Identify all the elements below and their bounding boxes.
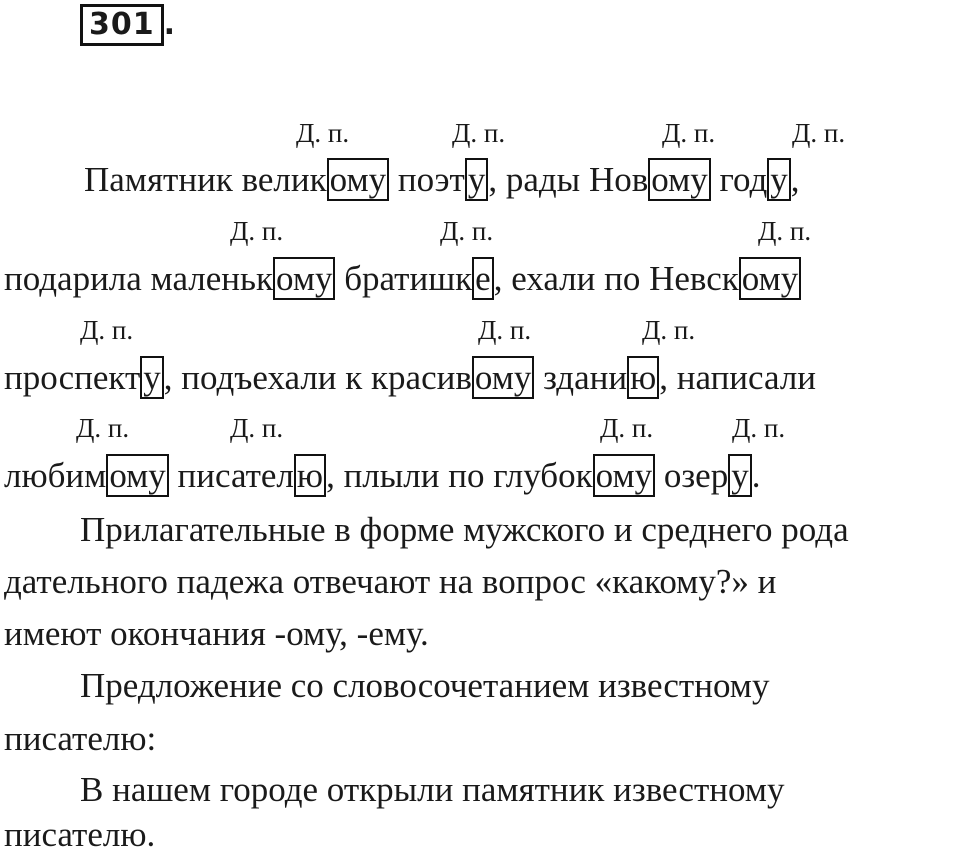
exercise-number-dot: . — [163, 7, 176, 42]
paragraph-3-line-1: Предложение со словосочетанием известному — [80, 666, 770, 705]
ending-box: ому — [472, 356, 534, 399]
word: , рады Нов — [488, 160, 649, 199]
ending-box: у — [767, 158, 791, 201]
word: писател — [168, 456, 294, 495]
case-label: Д. п. — [642, 315, 696, 345]
text-line-4 — [4, 455, 760, 497]
case-label: Д. п. — [478, 315, 532, 345]
punctuation: . — [751, 456, 761, 495]
ending-box: у — [140, 356, 164, 399]
case-label: Д. п. — [230, 413, 284, 443]
case-label: Д. п. — [76, 413, 130, 443]
exercise-number — [80, 4, 175, 48]
ending-box: ому — [593, 454, 655, 497]
paragraph-4-line-2: писателю. — [4, 815, 156, 854]
word: Памятник велик — [84, 160, 327, 199]
ending-box: ому — [327, 158, 389, 201]
word: проспект — [4, 358, 141, 397]
paragraph-3-line-2: писателю: — [4, 719, 157, 758]
punctuation: , — [790, 160, 800, 199]
ending-box: ю — [294, 454, 326, 497]
word: озер — [655, 456, 729, 495]
word: поэт — [389, 160, 465, 199]
ending-box: е — [472, 257, 494, 300]
ending-box: ому — [106, 454, 168, 497]
ending-box: ому — [739, 257, 801, 300]
ending-box: у — [728, 454, 752, 497]
ending-box: у — [465, 158, 489, 201]
paragraph-2-line-2: дательного падежа отвечают на вопрос «какому?» и — [4, 562, 777, 601]
case-label: Д. п. — [732, 413, 786, 443]
exercise-number-box: 301 — [80, 4, 164, 46]
word: , написали — [659, 358, 817, 397]
word: братишк — [335, 259, 473, 298]
paragraph-2-line-3: имеют окончания -ому, -ему. — [4, 614, 429, 653]
case-label: Д. п. — [662, 118, 716, 148]
word: любим — [4, 456, 107, 495]
text-line-3 — [4, 357, 816, 399]
ending-box: ому — [273, 257, 335, 300]
case-label: Д. п. — [452, 118, 506, 148]
word: подарила маленьк — [4, 259, 273, 298]
case-label: Д. п. — [296, 118, 350, 148]
text-line-1 — [84, 159, 800, 201]
word: , плыли по глубок — [326, 456, 593, 495]
case-label: Д. п. — [80, 315, 134, 345]
case-label: Д. п. — [230, 216, 284, 246]
ending-box: ю — [627, 356, 659, 399]
word: здани — [534, 358, 628, 397]
case-label: Д. п. — [440, 216, 494, 246]
paragraph-2-line-1: Прилагательные в форме мужского и среднего рода — [80, 510, 849, 549]
text-line-2 — [4, 258, 801, 300]
word: , подъехали к красив — [163, 358, 472, 397]
paragraph-4-line-1: В нашем городе открыли памятник известному — [80, 770, 785, 809]
case-label: Д. п. — [758, 216, 812, 246]
case-label: Д. п. — [792, 118, 846, 148]
ending-box: ому — [648, 158, 710, 201]
case-label: Д. п. — [600, 413, 654, 443]
word: , ехали по Невск — [493, 259, 739, 298]
word: год — [710, 160, 768, 199]
